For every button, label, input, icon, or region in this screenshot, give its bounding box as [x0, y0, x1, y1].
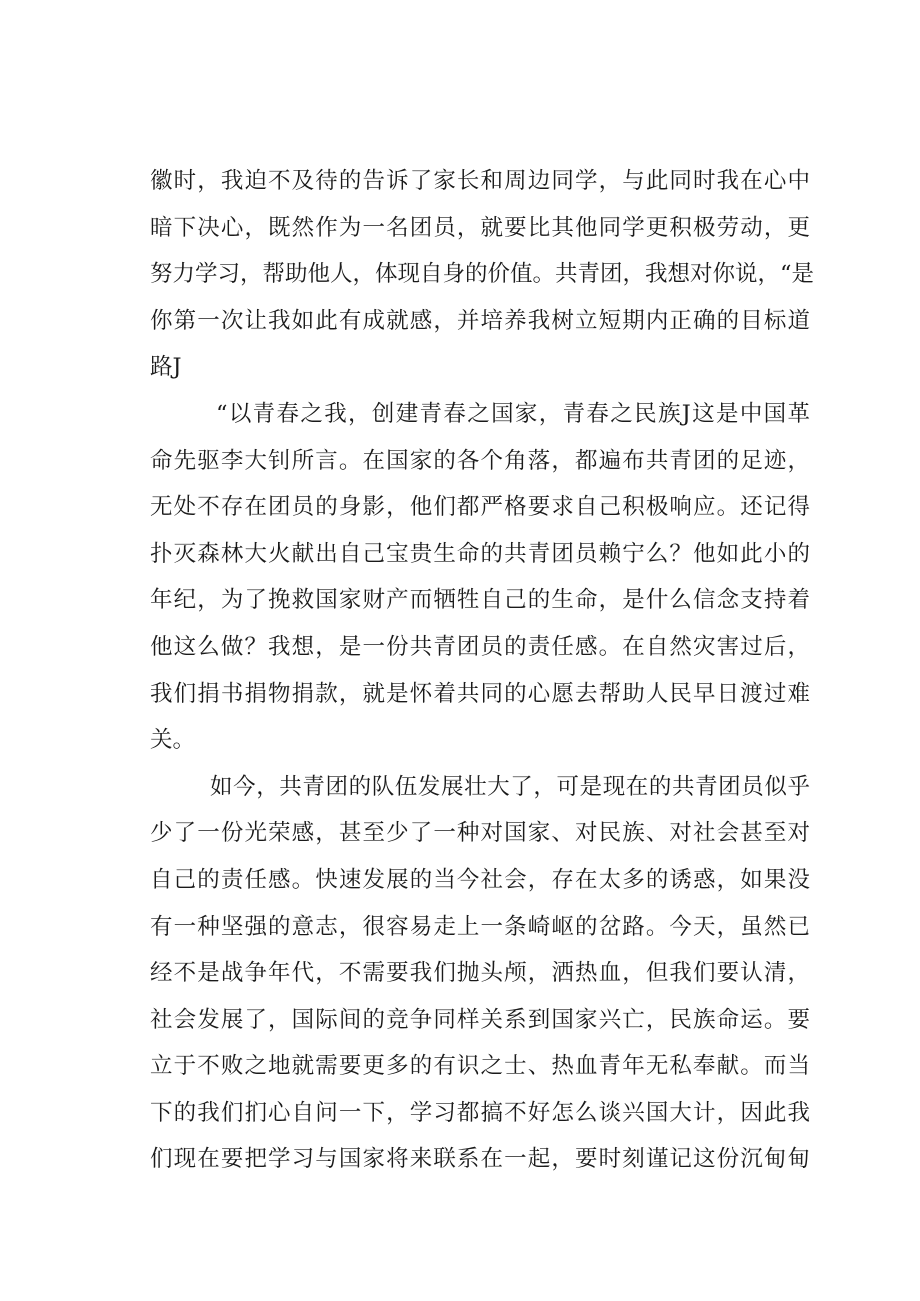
paragraph-1-line-2: 暗下决心，既然作为一名团员，就要比其他同学更积极劳动，更 [150, 214, 810, 241]
paragraph-3-line-1: 如今，共青团的队伍发展壮大了，可是现在的共青团员似乎 [210, 773, 810, 800]
paragraph-2-line-4: 扑灭森林大火献出自己宝贵生命的共青团员赖宁么？他如此小的 [150, 540, 810, 567]
paragraph-2-line-8: 关。 [150, 727, 196, 754]
paragraph-3-line-2: 少了一份光荣感，甚至少了一种对国家、对民族、对社会甚至对 [150, 820, 810, 847]
paragraph-2-line-5: 年纪，为了挽救国家财产而牺牲自己的生命，是什么信念支持着 [150, 587, 810, 614]
paragraph-2-line-6: 他这么做？我想，是一份共青团员的责任感。在自然灾害过后， [150, 633, 810, 660]
paragraph-3-line-3: 自己的责任感。快速发展的当今社会，存在太多的诱惑，如果没 [150, 866, 810, 893]
paragraph-3-line-8: 下的我们扪心自问一下，学习都搞不好怎么谈兴国大计，因此我 [150, 1099, 810, 1126]
paragraph-2-line-1: “以青春之我，创建青春之国家，青春之民族J这是中国革 [216, 400, 810, 427]
paragraph-3-line-7: 立于不败之地就需要更多的有识之士、热血青年无私奉献。而当 [150, 1053, 810, 1080]
paragraph-3-line-4: 有一种坚强的意志，很容易走上一条崎岖的岔路。今天，虽然已 [150, 913, 810, 940]
paragraph-2-line-3: 无处不存在团员的身影，他们都严格要求自己积极响应。还记得 [150, 494, 810, 521]
paragraph-1-line-3: 努力学习，帮助他人，体现自身的价值。共青团，我想对你说，“是 [150, 261, 815, 288]
paragraph-3-line-9: 们现在要把学习与国家将来联系在一起，要时刻谨记这份沉甸甸 [150, 1146, 810, 1173]
paragraph-1-line-4: 你第一次让我如此有成就感，并培养我树立短期内正确的目标道 [150, 307, 810, 334]
body-text [150, 158, 815, 1183]
paragraph-2-line-2: 命先驱李大钊所言。在国家的各个角落，都遍布共青团的足迹， [150, 447, 810, 474]
paragraph-3-line-5: 经不是战争年代，不需要我们抛头颅，洒热血，但我们要认清， [150, 960, 810, 987]
paragraph-1-line-1: 徽时，我迫不及待的告诉了家长和周边同学，与此同时我在心中 [150, 168, 810, 194]
paragraph-2-line-7: 我们捐书捐物捐款，就是怀着共同的心愿去帮助人民早日渡过难 [150, 680, 810, 707]
paragraph-3-line-6: 社会发展了，国际间的竞争同样关系到国家兴亡，民族命运。要 [150, 1006, 810, 1033]
paragraph-1-line-5: 路J [150, 354, 182, 381]
